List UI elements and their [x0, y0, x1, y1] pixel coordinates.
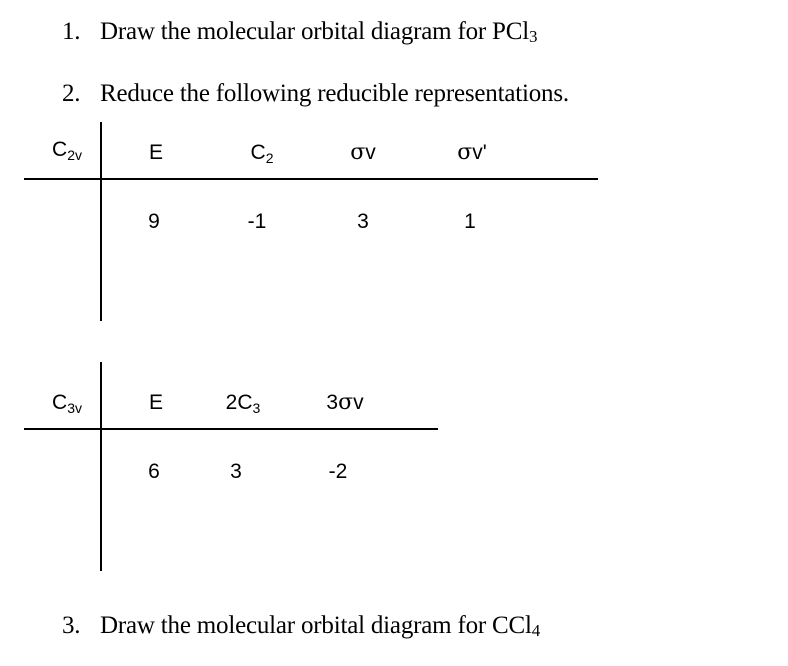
c2v-value-sigma-v: 3 — [357, 210, 369, 233]
question-2-text: Reduce the following reducible representations. — [100, 80, 569, 107]
c2v-horizontal-rule — [24, 178, 598, 180]
c3v-value-e: 6 — [148, 460, 160, 483]
c2v-group-label: $C_{2v}$ — [52, 138, 82, 163]
c2v-value-c2: -1 — [247, 210, 267, 233]
question-3-subscript: 4 — [531, 621, 541, 640]
question-1-text: Draw the molecular orbital diagram for PCl — [100, 18, 529, 45]
c2v-value-sigma-v-prime: 1 — [464, 210, 476, 233]
c2v-header-sigma-v-prime: σv' — [457, 140, 487, 165]
question-3-text: Draw the molecular orbital diagram for CCl — [100, 612, 532, 639]
c3v-header-e: E — [148, 391, 164, 414]
question-1-number: 1. — [62, 18, 81, 45]
c2v-header-e: E — [148, 141, 164, 164]
question-2-number: 2. — [62, 80, 81, 107]
c3v-value-2c3: 3 — [230, 460, 242, 483]
question-1 — [62, 17, 537, 52]
c2v-header-sigma-v: σv — [350, 140, 376, 165]
c2v-vertical-rule — [100, 122, 102, 321]
c3v-header-3sigma-v: 3σv — [326, 390, 364, 415]
c2v-value-e: 9 — [148, 210, 160, 233]
c3v-header-2c3: $2C_3$ — [225, 391, 261, 416]
question-2 — [62, 79, 569, 109]
c3v-value-3sigma-v: -2 — [328, 460, 348, 483]
question-3-number: 3. — [62, 612, 81, 639]
c2v-header-c2: $C_2$ — [250, 141, 274, 166]
question-1-subscript: 3 — [528, 27, 538, 46]
c3v-vertical-rule — [100, 362, 102, 571]
question-3 — [62, 611, 540, 646]
c3v-group-label: $C_{3v}$ — [52, 391, 82, 416]
c3v-horizontal-rule — [24, 428, 438, 430]
